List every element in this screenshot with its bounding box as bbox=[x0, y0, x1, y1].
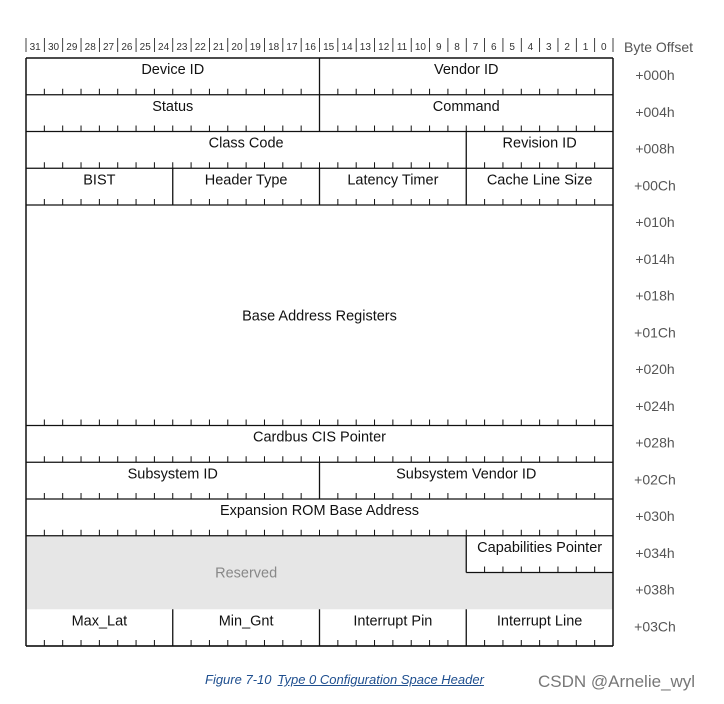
byte-offset-label: +01Ch bbox=[634, 324, 676, 341]
bit-number-label: 20 bbox=[231, 42, 243, 53]
bit-number-label: 17 bbox=[286, 42, 298, 53]
bit-number-label: 14 bbox=[341, 42, 353, 53]
bit-number-label: 7 bbox=[472, 42, 479, 53]
bit-number-label: 6 bbox=[490, 42, 497, 53]
bit-number-label: 5 bbox=[509, 42, 515, 53]
byte-offset-label: +024h bbox=[635, 397, 675, 414]
bit-number-label: 16 bbox=[304, 42, 316, 53]
cache-line-size-field-label: Cache Line Size bbox=[486, 172, 593, 189]
reserved-label: Reserved bbox=[215, 565, 278, 582]
bit-number-label: 30 bbox=[47, 42, 60, 53]
byte-offset-label: +014h bbox=[635, 250, 675, 267]
expansion-rom-base-address-field-label: Expansion ROM Base Address bbox=[219, 503, 420, 519]
byte-offset-label: +020h bbox=[635, 361, 675, 377]
bit-number-label: 8 bbox=[454, 42, 460, 53]
byte-offset-label: +008h bbox=[635, 140, 675, 157]
command-field-label: Command bbox=[432, 98, 500, 115]
bit-number-label: 29 bbox=[66, 42, 78, 53]
min-gnt-field-label: Min_Gnt bbox=[218, 613, 274, 630]
cardbus-cis-pointer-field-label: Cardbus CIS Pointer bbox=[253, 429, 386, 446]
figure-number: Figure 7-10 bbox=[205, 672, 272, 687]
status-field-label: Status bbox=[152, 98, 194, 115]
bit-number-label: 0 bbox=[601, 42, 607, 53]
bit-number-label: 11 bbox=[396, 42, 408, 53]
byte-offset-label: +030h bbox=[635, 508, 675, 524]
byte-offset-label: +03Ch bbox=[634, 618, 676, 635]
header-type-field-label: Header Type bbox=[204, 172, 288, 189]
byte-offset-label: +028h bbox=[635, 434, 675, 451]
bit-number-label: 27 bbox=[102, 42, 115, 53]
bit-number-label: 22 bbox=[194, 42, 206, 53]
subsystem-id-field-label: Subsystem ID bbox=[127, 466, 218, 483]
bit-number-label: 15 bbox=[323, 42, 335, 53]
max-lat-field-label: Max_Lat bbox=[71, 613, 128, 630]
byte-offset-heading: Byte Offset bbox=[624, 39, 693, 55]
bit-number-label: 12 bbox=[378, 42, 390, 53]
subsystem-vendor-id-field-label: Subsystem Vendor ID bbox=[396, 466, 537, 483]
device-id-field-label: Device ID bbox=[141, 62, 205, 78]
bit-number-label: 2 bbox=[564, 42, 570, 53]
bit-number-label: 24 bbox=[158, 42, 170, 53]
bit-number-label: 18 bbox=[268, 42, 280, 53]
byte-offset-label: +02Ch bbox=[634, 471, 676, 488]
byte-offset-label: +004h bbox=[635, 103, 675, 120]
byte-offset-label: +038h bbox=[635, 581, 675, 598]
bit-number-label: 31 bbox=[29, 42, 41, 53]
bit-number-label: 25 bbox=[139, 42, 151, 53]
bit-number-label: 10 bbox=[414, 42, 426, 53]
bit-number-label: 21 bbox=[213, 42, 225, 53]
latency-timer-field-label: Latency Timer bbox=[347, 172, 439, 189]
figure-caption bbox=[205, 672, 484, 687]
bit-number-label: 9 bbox=[435, 42, 442, 53]
bit-number-label: 19 bbox=[249, 42, 261, 53]
revision-id-field-label: Revision ID bbox=[502, 135, 577, 152]
byte-offset-label: +034h bbox=[635, 544, 675, 561]
bist-field-label: BIST bbox=[83, 172, 116, 189]
byte-offset-label: +000h bbox=[635, 67, 675, 83]
class-code-field-label: Class Code bbox=[208, 135, 284, 152]
base-address-registers-label: Base Address Registers bbox=[242, 308, 397, 325]
bit-number-label: 13 bbox=[359, 42, 371, 53]
interrupt-line-field-label: Interrupt Line bbox=[496, 613, 583, 630]
bit-number-label: 4 bbox=[527, 42, 534, 53]
bit-number-label: 26 bbox=[121, 42, 133, 53]
byte-offset-label: +00Ch bbox=[634, 177, 676, 194]
byte-offset-label: +010h bbox=[635, 214, 675, 230]
byte-offset-label: +018h bbox=[635, 287, 675, 304]
vendor-id-field-label: Vendor ID bbox=[434, 62, 499, 78]
bit-number-label: 28 bbox=[84, 42, 96, 53]
bit-number-label: 3 bbox=[546, 42, 552, 53]
interrupt-pin-field-label: Interrupt Pin bbox=[353, 613, 433, 630]
capabilities-pointer-label: Capabilities Pointer bbox=[477, 539, 603, 556]
bit-number-label: 23 bbox=[176, 42, 188, 53]
bit-number-label: 1 bbox=[582, 42, 589, 53]
figure-title-link[interactable]: Type 0 Configuration Space Header bbox=[277, 672, 484, 687]
watermark: CSDN @Arnelie_wyl bbox=[538, 672, 696, 691]
